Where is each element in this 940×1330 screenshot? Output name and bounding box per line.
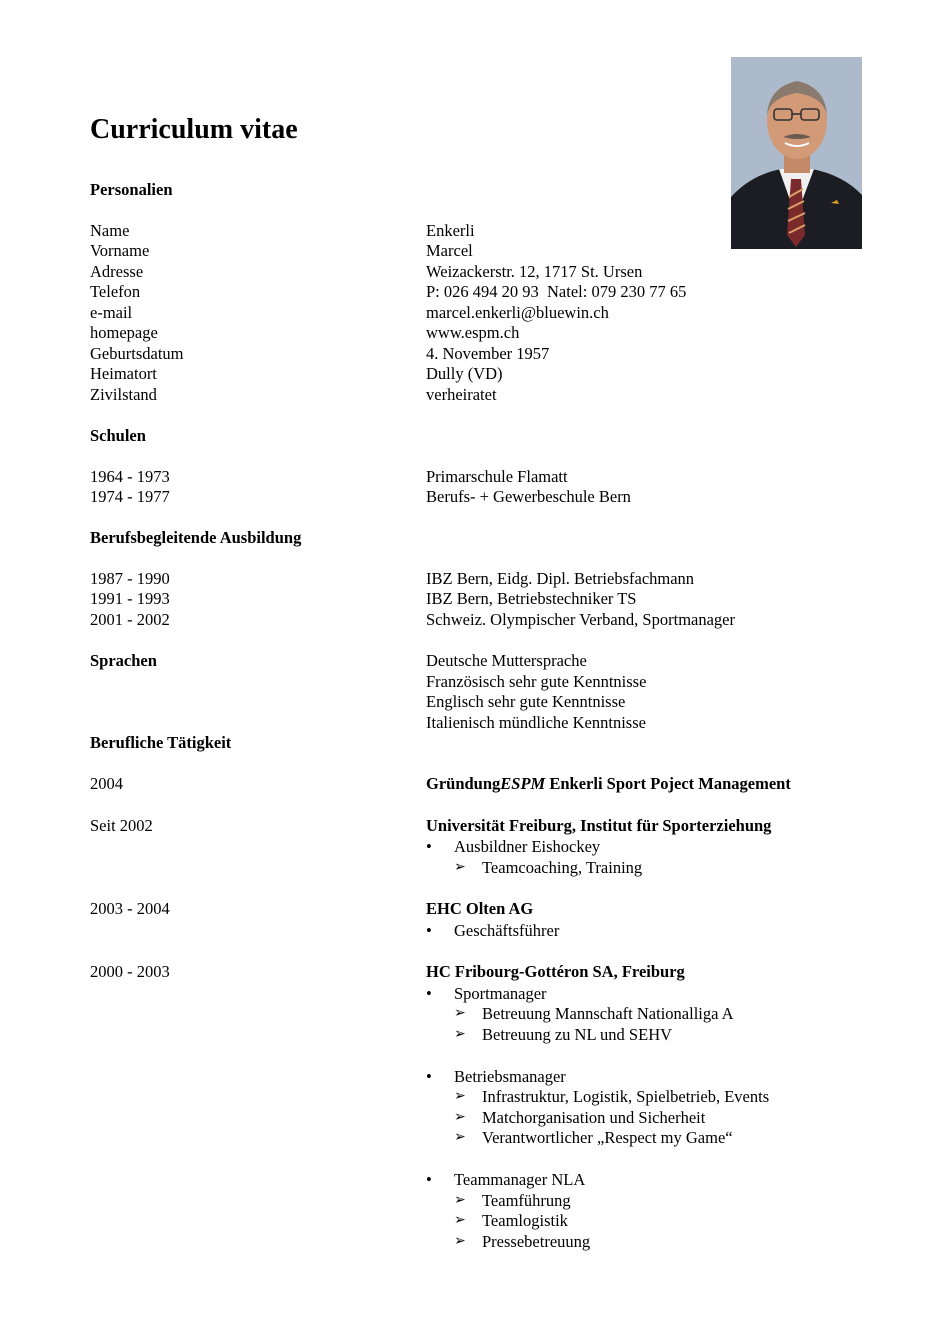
- value-adresse: Weizackerstr. 12, 1717 St. Ursen: [426, 262, 643, 281]
- label-heimatort: Heimatort: [90, 364, 157, 383]
- ausbildung-name: IBZ Bern, Eidg. Dipl. Betriebsfachmann: [426, 569, 695, 588]
- job-sub-bullet: Betreuung zu NL und SEHV: [482, 1025, 673, 1044]
- section-heading-personalien: Personalien: [90, 180, 173, 199]
- job-period: 2003 - 2004: [90, 899, 170, 918]
- job-bullet: Geschäftsführer: [454, 921, 560, 940]
- value-name: Enkerli: [426, 221, 475, 240]
- job-sub-bullet: Infrastruktur, Logistik, Spielbetrieb, Events: [482, 1087, 770, 1106]
- job-bullet: Ausbildner Eishockey: [454, 837, 601, 856]
- arrow-bullet-icon: ➢: [454, 860, 466, 875]
- job-sub-bullet: Pressebetreuung: [482, 1232, 591, 1251]
- job-title: HC Fribourg-Gottéron SA, Freiburg: [426, 962, 685, 981]
- job-sub-bullet: Verantwortlicher „Respect my Game“: [482, 1128, 733, 1147]
- value-heimatort: Dully (VD): [426, 364, 503, 383]
- sprache-item: Französisch sehr gute Kenntnisse: [426, 672, 647, 691]
- sprache-item: Englisch sehr gute Kenntnisse: [426, 692, 626, 711]
- ausbildung-name: IBZ Bern, Betriebstechniker TS: [426, 589, 637, 608]
- job-bullet: Betriebsmanager: [454, 1067, 566, 1086]
- value-telefon: P: 026 494 20 93 Natel: 079 230 77 65: [426, 282, 687, 301]
- schule-period: 1964 - 1973: [90, 467, 170, 486]
- job-bullet: Sportmanager: [454, 984, 547, 1003]
- ausbildung-name: Schweiz. Olympischer Verband, Sportmanager: [426, 610, 735, 629]
- label-geburtsdatum: Geburtsdatum: [90, 344, 184, 363]
- job-sub-bullet: Teamlogistik: [482, 1211, 568, 1230]
- bullet-icon: •: [426, 1067, 432, 1086]
- label-name: Name: [90, 221, 130, 240]
- job-title-post: Enkerli Sport Poject Management: [545, 774, 791, 793]
- job-period: 2000 - 2003: [90, 962, 170, 981]
- bullet-icon: •: [426, 1170, 432, 1189]
- label-homepage: homepage: [90, 323, 158, 342]
- ausbildung-period: 1987 - 1990: [90, 569, 170, 588]
- value-geburtsdatum: 4. November 1957: [426, 344, 550, 363]
- value-vorname: Marcel: [426, 241, 473, 260]
- label-vorname: Vorname: [90, 241, 150, 260]
- section-heading-sprachen: Sprachen: [90, 651, 157, 670]
- label-adresse: Adresse: [90, 262, 144, 281]
- section-heading-ausbildung: Berufsbegleitende Ausbildung: [90, 528, 302, 547]
- ausbildung-period: 2001 - 2002: [90, 610, 170, 629]
- label-telefon: Telefon: [90, 282, 141, 301]
- arrow-bullet-icon: ➢: [454, 1213, 466, 1228]
- arrow-bullet-icon: ➢: [454, 1234, 466, 1249]
- job-sub-bullet: Betreuung Mannschaft Nationalliga A: [482, 1004, 734, 1023]
- sprache-item: Italienisch mündliche Kenntnisse: [426, 713, 646, 732]
- label-email: e-mail: [90, 303, 133, 322]
- job-title: Universität Freiburg, Institut für Sporterziehung: [426, 816, 772, 835]
- portrait-photo: [731, 57, 862, 249]
- arrow-bullet-icon: ➢: [454, 1193, 466, 1208]
- section-heading-taetigkeit: Berufliche Tätigkeit: [90, 733, 232, 752]
- job-sub-bullet: Matchorganisation und Sicherheit: [482, 1108, 706, 1127]
- schule-period: 1974 - 1977: [90, 487, 170, 506]
- value-email[interactable]: marcel.enkerli@bluewin.ch: [426, 303, 609, 322]
- sprache-item: Deutsche Muttersprache: [426, 651, 587, 670]
- arrow-bullet-icon: ➢: [454, 1089, 466, 1104]
- job-sub-bullet: Teamcoaching, Training: [482, 858, 643, 877]
- schule-name: Berufs- + Gewerbeschule Bern: [426, 487, 631, 506]
- section-heading-schulen: Schulen: [90, 426, 146, 445]
- bullet-icon: •: [426, 984, 432, 1003]
- schule-name: Primarschule Flamatt: [426, 467, 568, 486]
- bullet-icon: •: [426, 837, 432, 856]
- page-title: Curriculum vitae: [90, 114, 298, 145]
- ausbildung-period: 1991 - 1993: [90, 589, 170, 608]
- job-title-pre: Gründung: [426, 774, 501, 793]
- arrow-bullet-icon: ➢: [454, 1027, 466, 1042]
- bullet-icon: •: [426, 921, 432, 940]
- job-bullet: Teammanager NLA: [454, 1170, 586, 1189]
- job-period: 2004: [90, 774, 123, 793]
- value-homepage[interactable]: www.espm.ch: [426, 323, 520, 342]
- label-zivilstand: Zivilstand: [90, 385, 157, 404]
- arrow-bullet-icon: ➢: [454, 1006, 466, 1021]
- job-period: Seit 2002: [90, 816, 153, 835]
- job-sub-bullet: Teamführung: [482, 1191, 571, 1210]
- arrow-bullet-icon: ➢: [454, 1130, 466, 1145]
- arrow-bullet-icon: ➢: [454, 1110, 466, 1125]
- job-title: [426, 774, 791, 794]
- value-zivilstand: verheiratet: [426, 385, 497, 404]
- job-title: EHC Olten AG: [426, 899, 534, 918]
- job-title-italic: ESPM: [500, 774, 546, 793]
